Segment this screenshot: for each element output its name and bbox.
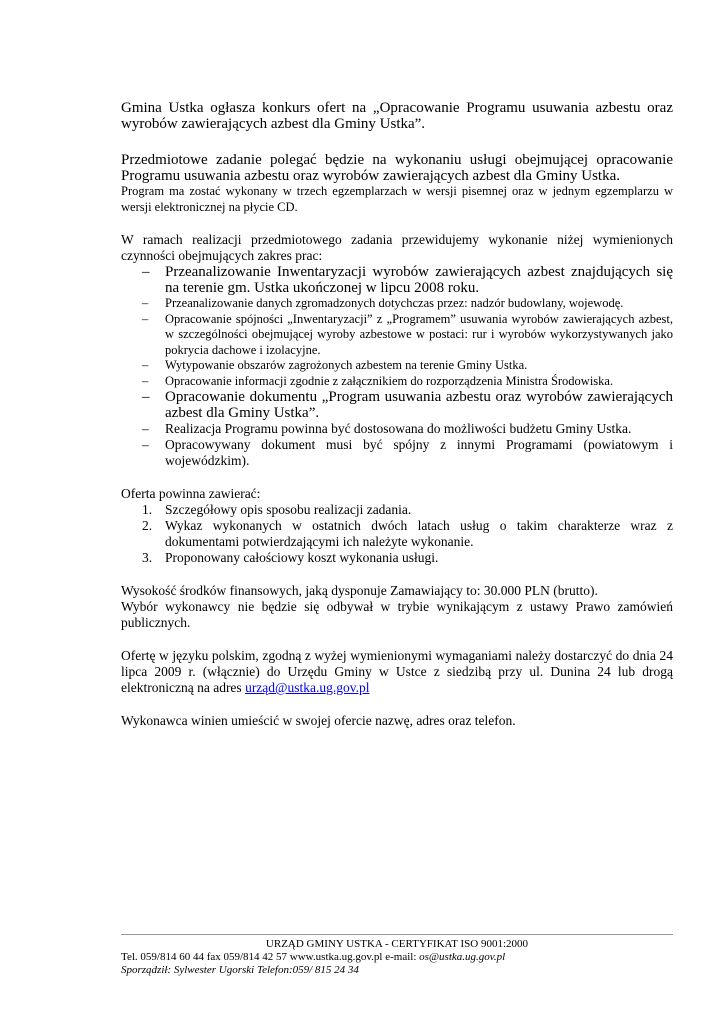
scope-item: – Przeanalizowanie Inwentaryzacji wyrobów zawierających azbest znajdujących się na terenie gm. Ustka ukończonej w lipcu 2008 roku. (121, 264, 673, 296)
deadline-paragraph (121, 648, 673, 696)
offer-item-text: Wykaz wykonanych w ostatnich dwóch latach usług o takim charakterze wraz z dokumentami potwierdzającymi ich należyte wykonanie. (165, 518, 673, 549)
scope-item: – Przeanalizowanie danych zgromadzonych dotychczas przez: nadzór budowlany, wojewodę. (121, 296, 673, 312)
offer-item-text: Proponowany całościowy koszt wykonania usługi. (165, 550, 439, 565)
offer-item (121, 550, 673, 566)
document-body (121, 100, 673, 729)
subject-paragraph: Przedmiotowe zadanie polegać będzie na wykonaniu usługi obejmującej opracowanie Programu usuwania azbestu oraz wyrobów zawierających azbest dla Gminy Ustka. (121, 152, 673, 184)
page-footer (121, 934, 673, 977)
intro-paragraph: Gmina Ustka ogłasza konkurs ofert na „Opracowanie Programu usuwania azbestu oraz wyrobów zawierających azbest dla Gminy Ustka”. (121, 100, 673, 132)
scope-item: – Opracowanie spójności „Inwentaryzacji” z „Programem” usuwania wyrobów zawierających azbest, w szczególności obejmującej wyroby azbestowe w postaci: rur i wyrobów wykorzystywanych jako pokrycia dachowe i izolacyjne. (121, 312, 673, 359)
funds-paragraph: Wysokość środków finansowych, jaką dysponuje Zamawiający to: 30.000 PLN (brutto). (121, 583, 598, 598)
footer-author: Sporządził: Sylwester Ugorski Telefon:059/ 815 24 34 (121, 964, 359, 976)
offer-item-number: 2. (142, 518, 153, 533)
footer-contact-text: Tel. 059/814 60 44 fax 059/814 42 57 www.ustka.ug.gov.pl e-mail: (121, 951, 420, 963)
deadline-email-link[interactable]: urząd@ustka.ug.gov.pl (245, 680, 370, 695)
footer-contact-email: os@ustka.ug.gov.pl (419, 951, 506, 963)
offer-item (121, 518, 673, 550)
scope-item: – Wytypowanie obszarów zagrożonych azbestem na terenie Gminy Ustka. (121, 358, 673, 374)
procedure-paragraph: Wybór wykonawcy nie będzie się odbywał w trybie wynikającym z ustawy Prawo zamówień publicznych. (121, 599, 673, 630)
deadline-text: Ofertę w języku polskim, zgodną z wyżej wymienionymi wymaganiami należy dostarczyć do dnia 24 lipca 2009 r. (włącznie) do Urzędu Gminy w Ustce z siedzibą przy ul. Dunina 24 lub drogą elektroniczną na adres (121, 648, 673, 695)
copies-paragraph: Program ma zostać wykonany w trzech egzemplarzach w wersji pisemnej oraz w jednym egzemplarzu w wersji elektronicznej na płycie CD. (121, 184, 673, 214)
offer-intro: Oferta powinna zawierać: (121, 486, 261, 501)
scope-intro: W ramach realizacji przedmiotowego zadania przewidujemy wykonanie niżej wymienionych czynności obejmujących zakres prac: (121, 232, 673, 263)
footer-title: URZĄD GMINY USTKA - CERTYFIKAT ISO 9001:2000 (265, 938, 529, 950)
footer-contact (121, 951, 673, 964)
offer-list (121, 502, 673, 566)
offer-item-number: 1. (142, 502, 153, 517)
offer-item-text: Szczegółowy opis sposobu realizacji zadania. (165, 502, 412, 517)
offer-item (121, 502, 673, 518)
scope-item: – Opracowanie dokumentu „Program usuwania azbestu oraz wyrobów zawierających azbest dla Gminy Ustka”. (121, 389, 673, 421)
scope-item: – Realizacja Programu powinna być dostosowana do możliwości budżetu Gminy Ustka. (121, 421, 673, 437)
scope-list (121, 264, 673, 469)
footer-divider (121, 934, 673, 935)
offer-item-number: 3. (142, 550, 153, 565)
closing-paragraph: Wykonawca winien umieścić w swojej ofercie nazwę, adres oraz telefon. (121, 713, 516, 728)
scope-item: – Opracowanie informacji zgodnie z załącznikiem do rozporządzenia Ministra Środowiska. (121, 374, 673, 390)
scope-item: – Opracowywany dokument musi być spójny z innymi Programami (powiatowym i wojewódzkim). (121, 437, 673, 469)
